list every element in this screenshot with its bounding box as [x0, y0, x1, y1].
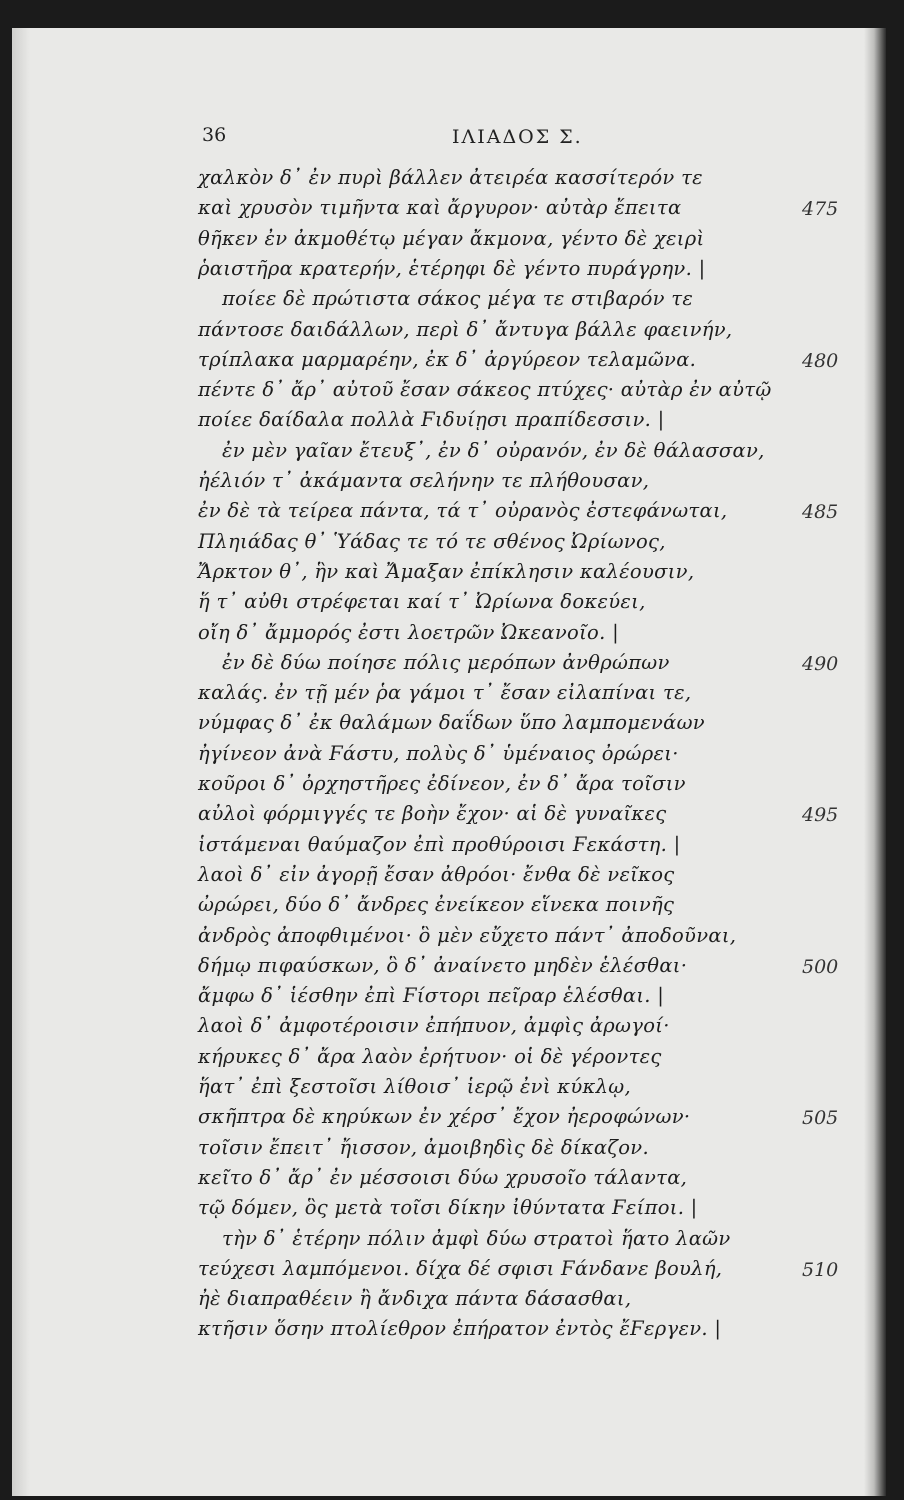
- verse-line: [12, 863, 886, 893]
- verse-text: ἠέλιόν τ᾿ ἀκάμαντα σελήνην τε πλήθουσαν,: [198, 469, 650, 492]
- book-page: [12, 28, 886, 1496]
- verse-line: [12, 378, 886, 408]
- verse-line: [12, 1317, 886, 1347]
- verse-text: ῥαιστῆρα κρατερήν, ἑτέρηφι δὲ γέντο πυράγρην. |: [198, 256, 706, 280]
- line-number: 490: [802, 652, 839, 675]
- verse-line: [12, 984, 886, 1014]
- line-number: 475: [802, 198, 839, 221]
- verse-line: [12, 924, 886, 954]
- verse-line: [12, 1105, 886, 1135]
- verse-text: τῷ δόμεν, ὃς μετὰ τοῖσι δίκην ἰθύντατα Ϝείποι. |: [198, 1196, 698, 1220]
- verse-text: ἀνδρὸς ἀποφθιμένοι· ὃ μὲν εὔχετο πάντ᾿ ἀποδοῦναι,: [198, 923, 737, 947]
- verse-text: ἱστάμεναι θαύμαζον ἐπὶ προθύροισι Ϝεκάστη. |: [198, 832, 681, 856]
- verse-text: τὴν δ᾿ ἑτέρην πόλιν ἀμφὶ δύω στρατοὶ ἥατο λαῶν: [222, 1226, 731, 1250]
- verse-text: ἠὲ διαπραθέειν ἢ ἄνδιχα πάντα δάσασθαι,: [198, 1287, 632, 1311]
- verse-line: [12, 499, 886, 529]
- verse-text: ἄμφω δ᾿ ἱέσθην ἐπὶ Ϝίστορι πεῖραρ ἑλέσθαι. |: [198, 984, 665, 1008]
- verse-text: ἐν δὲ δύω ποίησε πόλις μερόπων ἀνθρώπων: [222, 650, 670, 674]
- verse-text: πάντοσε δαιδάλλων, περὶ δ᾿ ἄντυγα βάλλε φαεινήν,: [198, 317, 733, 341]
- verse-line: [12, 893, 886, 923]
- verse-text: ἥατ᾿ ἐπὶ ξεστοῖσι λίθοισ᾿ ἱερῷ ἐνὶ κύκλῳ,: [198, 1075, 631, 1098]
- verse-line: [12, 1045, 886, 1075]
- verse-text: τοῖσιν ἔπειτ᾿ ἤισσον, ἀμοιβηδὶς δὲ δίκαζον.: [198, 1135, 649, 1159]
- verse-text: δήμῳ πιφαύσκων, ὃ δ᾿ ἀναίνετο μηδὲν ἑλέσθαι·: [198, 953, 688, 977]
- verse-text: τρίπλακα μαρμαρέην, ἐκ δ᾿ ἀργύρεον τελαμῶνα.: [198, 347, 697, 371]
- verse-line: [12, 1166, 886, 1196]
- verse-line: [12, 287, 886, 317]
- verse-text: κεῖτο δ᾿ ἄρ᾿ ἐν μέσσοισι δύω χρυσοῖο τάλαντα,: [198, 1165, 688, 1189]
- verse-line: [12, 681, 886, 711]
- verse-line: [12, 1196, 886, 1226]
- line-number: 500: [802, 955, 839, 978]
- verse-line: [12, 711, 886, 741]
- verse-line: [12, 954, 886, 984]
- verse-line: [12, 772, 886, 802]
- verse-line: [12, 1075, 886, 1105]
- verse-text: κήρυκες δ᾿ ἄρα λαὸν ἐρήτυον· οἱ δὲ γέροντες: [198, 1044, 662, 1068]
- verse-line: [12, 802, 886, 832]
- verse-line: [12, 469, 886, 499]
- verse-line: [12, 1287, 886, 1317]
- verse-line: [12, 166, 886, 196]
- verse-text: ἠγίνεον ἀνὰ Ϝάστυ, πολὺς δ᾿ ὑμέναιος ὀρώρει·: [198, 741, 679, 765]
- verse-text: πέντε δ᾿ ἄρ᾿ αὐτοῦ ἔσαν σάκεος πτύχες· αὐτὰρ ἐν αὐτῷ: [198, 378, 772, 402]
- verse-line: [12, 1257, 886, 1287]
- verse-text: ποίεε δὲ πρώτιστα σάκος μέγα τε στιβαρόν τε: [222, 287, 694, 311]
- verse-text: Ἄρκτον θ᾿, ἣν καὶ Ἄμαξαν ἐπίκλησιν καλέουσιν,: [198, 559, 695, 583]
- line-number: 510: [802, 1258, 839, 1281]
- line-number: 480: [802, 349, 839, 372]
- verse-text: καὶ χρυσὸν τιμῆντα καὶ ἄργυρον· αὐτὰρ ἔπειτα: [198, 196, 682, 220]
- line-number: 495: [802, 804, 839, 827]
- verse-text: χαλκὸν δ᾿ ἐν πυρὶ βάλλεν ἀτειρέα κασσίτερόν τε: [198, 166, 703, 189]
- verse-text: ποίεε δαίδαλα πολλὰ Ϝιδυίῃσι πραπίδεσσιν. |: [198, 408, 665, 432]
- verse-text: λαοὶ δ᾿ εἰν ἀγορῇ ἔσαν ἀθρόοι· ἔνθα δὲ νεῖκος: [198, 862, 675, 886]
- verse-line: [12, 1227, 886, 1257]
- verse-line: [12, 742, 886, 772]
- verse-text: νύμφας δ᾿ ἐκ θαλάμων δαΐδων ὕπο λαμπομενάων: [198, 711, 705, 735]
- verse-line: [12, 196, 886, 226]
- verse-line: [12, 227, 886, 257]
- verse-line: [12, 257, 886, 287]
- verse-text: ἐν μὲν γαῖαν ἔτευξ᾿, ἐν δ᾿ οὐρανόν, ἐν δὲ θάλασσαν,: [222, 438, 765, 462]
- verse-text: κτῆσιν ὅσην πτολίεθρον ἐπήρατον ἐντὸς ἔϜεργεν. |: [198, 1317, 722, 1341]
- verse-text: ἥ τ᾿ αὐθι στρέφεται καί τ᾿ Ὠρίωνα δοκεύει,: [198, 590, 646, 614]
- verse-text: λαοὶ δ᾿ ἀμφοτέροισιν ἐπήπυον, ἀμφὶς ἀρωγοί·: [198, 1014, 670, 1038]
- line-number: 485: [802, 501, 839, 524]
- verse-line: [12, 348, 886, 378]
- verse-text: τεύχεσι λαμπόμενοι. δίχα δέ σφισι Ϝάνδανε βουλή,: [198, 1256, 723, 1280]
- verse-line: [12, 1014, 886, 1044]
- verse-text: θῆκεν ἐν ἀκμοθέτῳ μέγαν ἄκμονα, γέντο δὲ χειρὶ: [198, 226, 705, 250]
- verse-line: [12, 1136, 886, 1166]
- verse-line: [12, 651, 886, 681]
- verse-text: αὐλοὶ φόρμιγγές τε βοὴν ἔχον· αἱ δὲ γυναῖκες: [198, 802, 667, 826]
- running-title: ΙΛΙΑΔΟΣ Σ.: [452, 126, 583, 148]
- verse-line: [12, 530, 886, 560]
- verse-text: ἐν δὲ τὰ τείρεα πάντα, τά τ᾿ οὐρανὸς ἐστεφάνωται,: [198, 499, 728, 523]
- verse-text: Πληιάδας θ᾿ Ὑάδας τε τό τε σθένος Ὠρίωνος,: [198, 529, 666, 553]
- page-number: 36: [202, 124, 227, 146]
- verse-line: [12, 621, 886, 651]
- verse-line: [12, 408, 886, 438]
- verse-line: [12, 833, 886, 863]
- verse-text: οἴη δ᾿ ἄμμορός ἐστι λοετρῶν Ὠκεανοῖο. |: [198, 620, 619, 644]
- line-number: 505: [802, 1107, 839, 1130]
- verse-line: [12, 439, 886, 469]
- verse-text: καλάς. ἐν τῇ μέν ῥα γάμοι τ᾿ ἔσαν εἰλαπίναι τε,: [198, 681, 692, 705]
- verse-line: [12, 590, 886, 620]
- verse-text: ὠρώρει, δύο δ᾿ ἄνδρες ἐνείκεον εἵνεκα ποινῆς: [198, 893, 675, 917]
- verse-text: κοῦροι δ᾿ ὀρχηστῆρες ἐδίνεον, ἐν δ᾿ ἄρα τοῖσιν: [198, 772, 686, 795]
- verse-text: σκῆπτρα δὲ κηρύκων ἐν χέρσ᾿ ἔχον ἠεροφώνων·: [198, 1105, 691, 1129]
- verse-line: [12, 560, 886, 590]
- verse-line: [12, 318, 886, 348]
